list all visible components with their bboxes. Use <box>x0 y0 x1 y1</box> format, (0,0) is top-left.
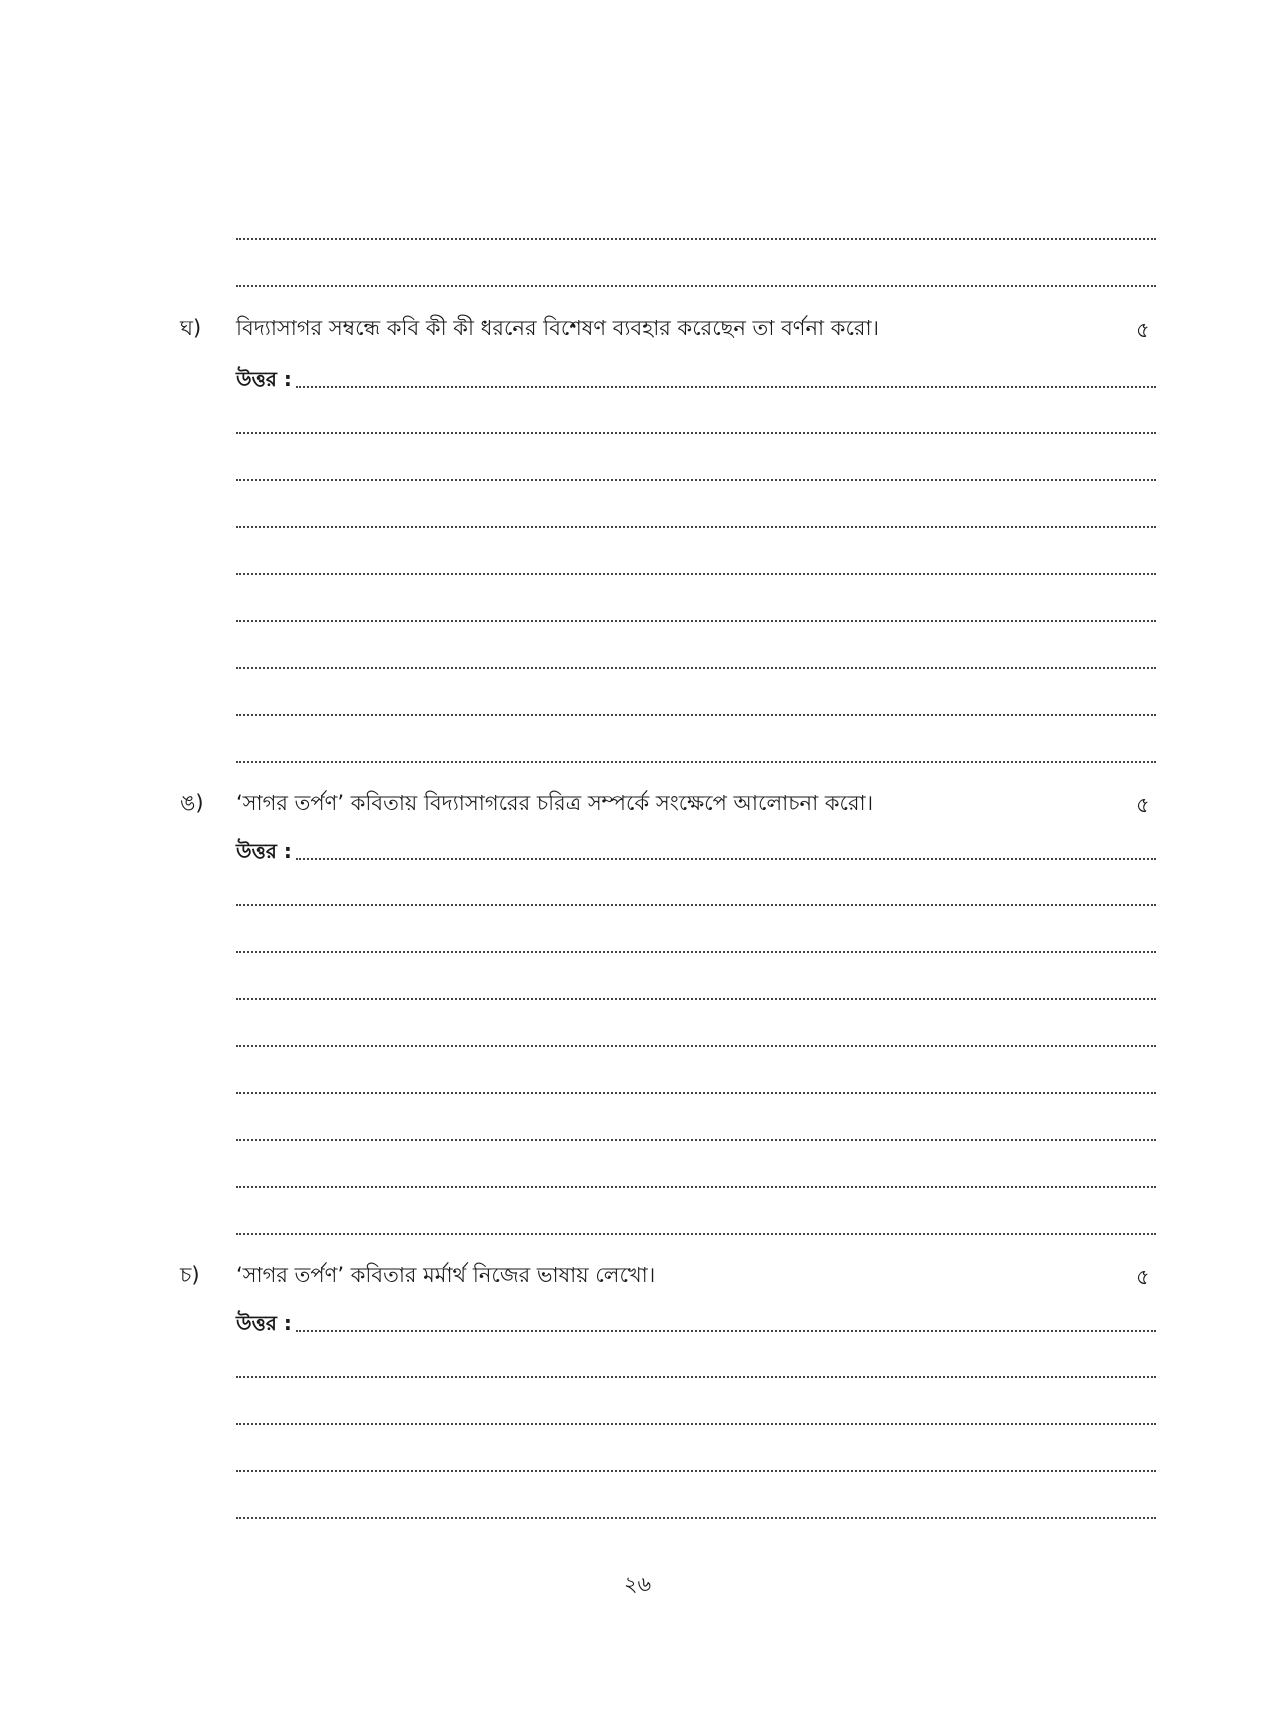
answer-start-nga[interactable] <box>236 836 1156 866</box>
answer-label: উত্তর : <box>236 364 298 394</box>
question-label: চ) <box>180 1263 200 1287</box>
answer-line[interactable] <box>236 432 1156 434</box>
question-label: ঘ) <box>180 316 202 340</box>
question-cha <box>0 1260 1275 1294</box>
answer-line <box>236 285 1156 287</box>
answer-line <box>236 238 1156 240</box>
answer-line[interactable] <box>236 1139 1156 1141</box>
answer-line[interactable] <box>236 526 1156 528</box>
question-marks: ৫ <box>1136 318 1150 342</box>
answer-line[interactable] <box>236 998 1156 1000</box>
question-marks: ৫ <box>1136 1265 1150 1289</box>
answer-label: উত্তর : <box>236 1308 298 1338</box>
answer-label: উত্তর : <box>236 836 298 866</box>
answer-line[interactable] <box>236 761 1156 763</box>
question-nga <box>0 788 1275 822</box>
question-marks: ৫ <box>1136 793 1150 817</box>
question-text: বিদ্যাসাগর সম্বন্ধে কবি কী কী ধরনের বিশেষণ ব্যবহার করেছেন তা বর্ণনা করো। <box>236 316 880 340</box>
answer-line[interactable] <box>236 1517 1156 1519</box>
answer-line[interactable] <box>236 951 1156 953</box>
answer-line[interactable] <box>236 620 1156 622</box>
answer-line[interactable] <box>236 1045 1156 1047</box>
answer-line <box>296 858 1156 860</box>
answer-line[interactable] <box>236 479 1156 481</box>
answer-line[interactable] <box>236 1092 1156 1094</box>
answer-line[interactable] <box>236 1233 1156 1235</box>
answer-start-cha[interactable] <box>236 1308 1156 1338</box>
answer-line[interactable] <box>236 1423 1156 1425</box>
question-gha <box>0 313 1275 347</box>
answer-line[interactable] <box>236 1470 1156 1472</box>
answer-line[interactable] <box>236 1376 1156 1378</box>
answer-line <box>296 386 1156 388</box>
answer-start-gha[interactable] <box>236 364 1156 394</box>
answer-line[interactable] <box>236 714 1156 716</box>
answer-line[interactable] <box>236 1186 1156 1188</box>
answer-line <box>296 1330 1156 1332</box>
question-text: ‘সাগর তর্পণ’ কবিতায় বিদ্যাসাগরের চরিত্র সম্পর্কে সংক্ষেপে আলোচনা করো। <box>236 791 874 815</box>
question-label: ঙ) <box>180 791 204 815</box>
answer-line[interactable] <box>236 573 1156 575</box>
answer-line[interactable] <box>236 904 1156 906</box>
answer-line[interactable] <box>236 667 1156 669</box>
question-text: ‘সাগর তর্পণ’ কবিতার মর্মার্থ নিজের ভাষায় লেখো। <box>236 1263 656 1287</box>
page-number: ২৬ <box>623 1572 652 1596</box>
